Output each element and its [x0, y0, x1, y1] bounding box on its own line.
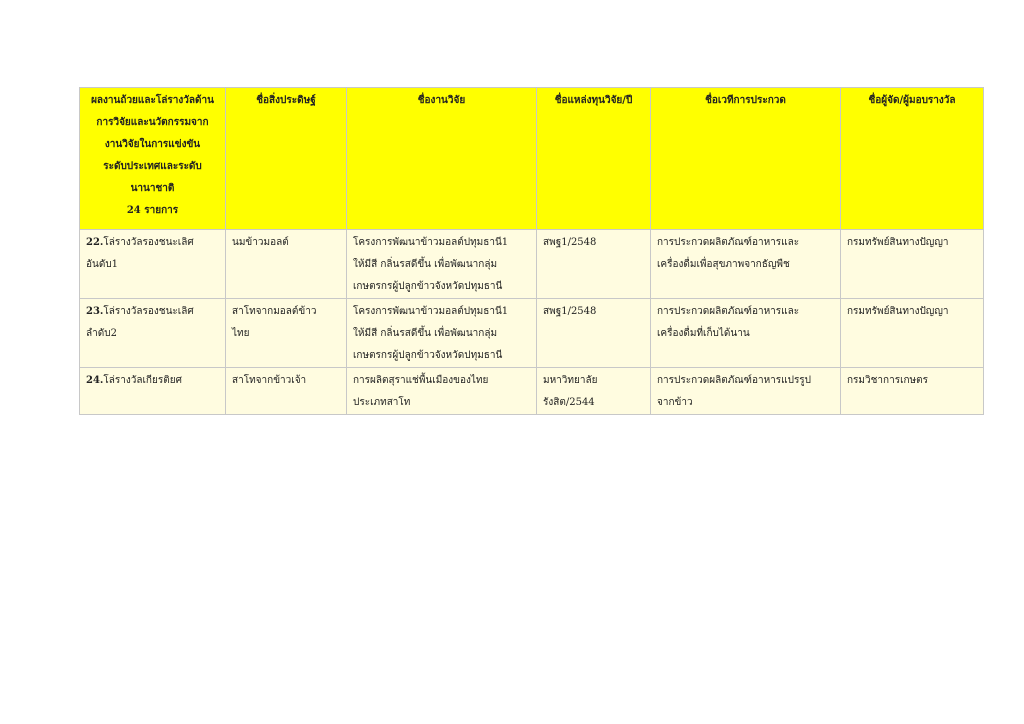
- table-row: [80, 230, 984, 299]
- contest-cell: การประกวดผลิตภัณฑ์อาหารและ เครื่องดื่มที่เก็บได้นาน: [651, 299, 841, 368]
- contest-cell: การประกวดผลิตภัณฑ์อาหารและ เครื่องดื่มเพื่อสุขภาพจากธัญพืช: [651, 230, 841, 299]
- research-cell: โครงการพัฒนาข้าวมอลต์ปทุมธานี1 ให้มีสี กลิ่นรสดีขึ้น เพื่อพัฒนากลุ่ม เกษตรกรผู้ปลูกข้าวจังหวัดปทุมธานี: [347, 230, 537, 299]
- header-award-category: ผลงานถ้วยและโล่รางวัลด้าน การวิจัยและนวัตกรรมจาก งานวิจัยในการแข่งขัน ระดับประเทศและระดับ นานาชาติ 24 รายการ: [80, 88, 226, 230]
- organizer-cell: กรมทรัพย์สินทางปัญญา: [841, 230, 984, 299]
- header-contest-name: ชื่อเวทีการประกวด: [651, 88, 841, 230]
- invention-cell: สาโทจากมอลต์ข้าว ไทย: [226, 299, 347, 368]
- header-research-name: ชื่องานวิจัย: [347, 88, 537, 230]
- award-cell: 23.โล่รางวัลรองชนะเลิศ ลำดับ2: [80, 299, 226, 368]
- organizer-cell: กรมทรัพย์สินทางปัญญา: [841, 299, 984, 368]
- award-cell: 24.โล่รางวัลเกียรติยศ: [80, 368, 226, 415]
- awards-table: [79, 87, 984, 415]
- research-cell: โครงการพัฒนาข้าวมอลต์ปทุมธานี1 ให้มีสี กลิ่นรสดีขึ้น เพื่อพัฒนากลุ่ม เกษตรกรผู้ปลูกข้าวจังหวัดปทุมธานี: [347, 299, 537, 368]
- fund-cell: สพฐ1/2548: [537, 230, 651, 299]
- invention-cell: นมข้าวมอลต์: [226, 230, 347, 299]
- organizer-cell: กรมวิชาการเกษตร: [841, 368, 984, 415]
- invention-cell: สาโทจากข้าวเจ้า: [226, 368, 347, 415]
- award-cell: 22.โล่รางวัลรองชนะเลิศ อันดับ1: [80, 230, 226, 299]
- contest-cell: การประกวดผลิตภัณฑ์อาหารแปรรูป จากข้าว: [651, 368, 841, 415]
- header-row: [80, 88, 984, 230]
- header-organizer: ชื่อผู้จัด/ผู้มอบรางวัล: [841, 88, 984, 230]
- fund-cell: สพฐ1/2548: [537, 299, 651, 368]
- table-row: [80, 299, 984, 368]
- table-row: [80, 368, 984, 415]
- research-cell: การผลิตสุราแช่พื้นเมืองของไทย ประเภทสาโท: [347, 368, 537, 415]
- fund-cell: มหาวิทยาลัย รังสิต/2544: [537, 368, 651, 415]
- header-fund-year: ชื่อแหล่งทุนวิจัย/ปี: [537, 88, 651, 230]
- header-invention-name: ชื่อสิ่งประดิษฐ์: [226, 88, 347, 230]
